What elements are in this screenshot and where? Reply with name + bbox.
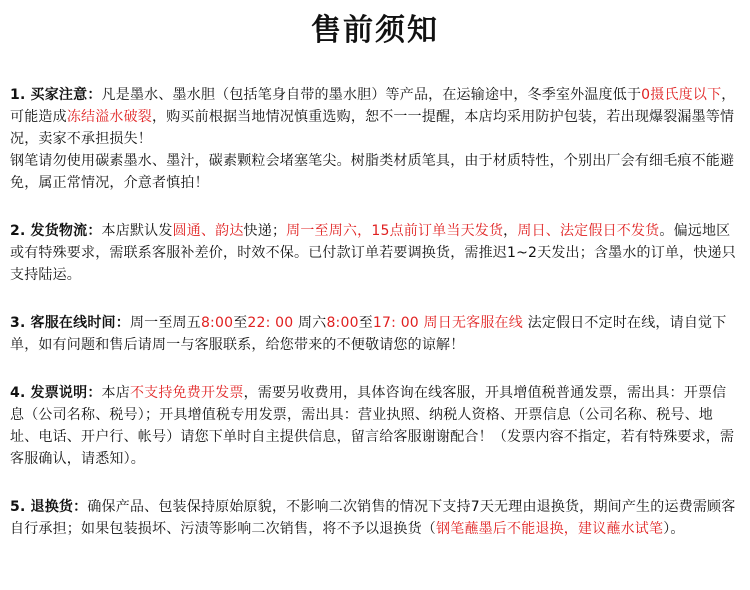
highlight-text: 22: 00 bbox=[247, 315, 294, 331]
body-text: 至 bbox=[358, 315, 373, 331]
highlight-text: 8:00 bbox=[326, 315, 359, 331]
highlight-text: 冻结溢水破裂 bbox=[66, 109, 153, 125]
section-heading: 5. 退换货： bbox=[10, 499, 88, 515]
body-text: ，可能造成 bbox=[10, 87, 736, 125]
highlight-text: 8:00 bbox=[200, 315, 234, 331]
notice-section bbox=[10, 84, 740, 194]
body-text: 周一至周五 bbox=[129, 315, 201, 331]
body-text: 本店 bbox=[101, 385, 130, 401]
body-text: 快递； bbox=[243, 223, 287, 239]
body-text: ，购买前根据当地情况慎重选购，恕不一一提醒，本店均采用防护包装，若出现爆裂漏墨等情况，卖家不承担损失！ bbox=[10, 109, 735, 147]
notice-content bbox=[0, 54, 750, 540]
highlight-text: 17: 00 bbox=[372, 315, 419, 331]
notice-section bbox=[10, 220, 740, 286]
highlight-text: 周日无客服在线 bbox=[418, 315, 523, 331]
body-text: 至 bbox=[233, 315, 248, 331]
body-text: 凡是墨水、墨水胆（包括笔身自带的墨水胆）等产品，在运输途中，冬季室外温度低于 bbox=[101, 87, 642, 103]
page-title: 售前须知 bbox=[311, 13, 439, 48]
highlight-text: 不支持免费开发票 bbox=[129, 385, 244, 401]
notice-section bbox=[10, 312, 740, 356]
body-text: ）。 bbox=[663, 521, 685, 537]
section-heading: 3. 客服在线时间： bbox=[10, 315, 130, 331]
highlight-text: 0摄氏度以下 bbox=[641, 87, 722, 103]
section-heading: 1. 买家注意： bbox=[10, 87, 102, 103]
body-text: ， bbox=[503, 223, 518, 239]
section-heading: 4. 发票说明： bbox=[10, 385, 102, 401]
body-text: 法定假日不定时在线，请自觉下单，如有问题和售后请周一与客服联系，给您带来的不便敬请您的谅解！ bbox=[10, 315, 727, 353]
body-text: 确保产品、包装保持原始原貌，不影响二次销售的情况下支持7天无理由退换货，期间产生的运费需顾客自行承担；如果包装损坏、污渍等影响二次销售，将不予以退换货（ bbox=[10, 499, 736, 537]
highlight-text: 钢笔蘸墨后不能退换，建议蘸水试笔 bbox=[436, 521, 664, 537]
section-heading: 2. 发货物流： bbox=[10, 223, 102, 239]
highlight-text: 周一至周六，15点前订单当天发货 bbox=[286, 223, 504, 239]
body-text: 。偏远地区或有特殊要求，需联系客服补差价，时效不保。已付款订单若要调换货，需推迟1~2天发出；含墨水的订单，快递只支持陆运。 bbox=[10, 223, 736, 283]
body-text: 本店默认发 bbox=[101, 223, 173, 239]
notice-section bbox=[10, 382, 740, 470]
highlight-text: 周日、法定假日不发货 bbox=[517, 223, 660, 239]
highlight-text: 圆通、韵达 bbox=[172, 223, 244, 239]
body-text: 钢笔请勿使用碳素墨水、墨汁，碳素颗粒会堵塞笔尖。树脂类材质笔具，由于材质特性，个别出厂会有细毛痕不能避免，属正常情况，介意者慎拍！ bbox=[10, 153, 735, 191]
notice-section bbox=[10, 496, 740, 540]
body-text: 周六 bbox=[293, 315, 327, 331]
body-text: ，需要另收费用，具体咨询在线客服，开具增值税普通发票，需出具：开票信息（公司名称、税号）；开具增值税专用发票，需出具：营业执照、纳税人资格、开票信息（公司名称、税号、地址、电话、开户行、帐号）请您下单时自主提供信息，留言给客服谢谢配合！（发票内容不指定，若有特殊要求，需客服确认，请悉知）。 bbox=[10, 385, 735, 467]
